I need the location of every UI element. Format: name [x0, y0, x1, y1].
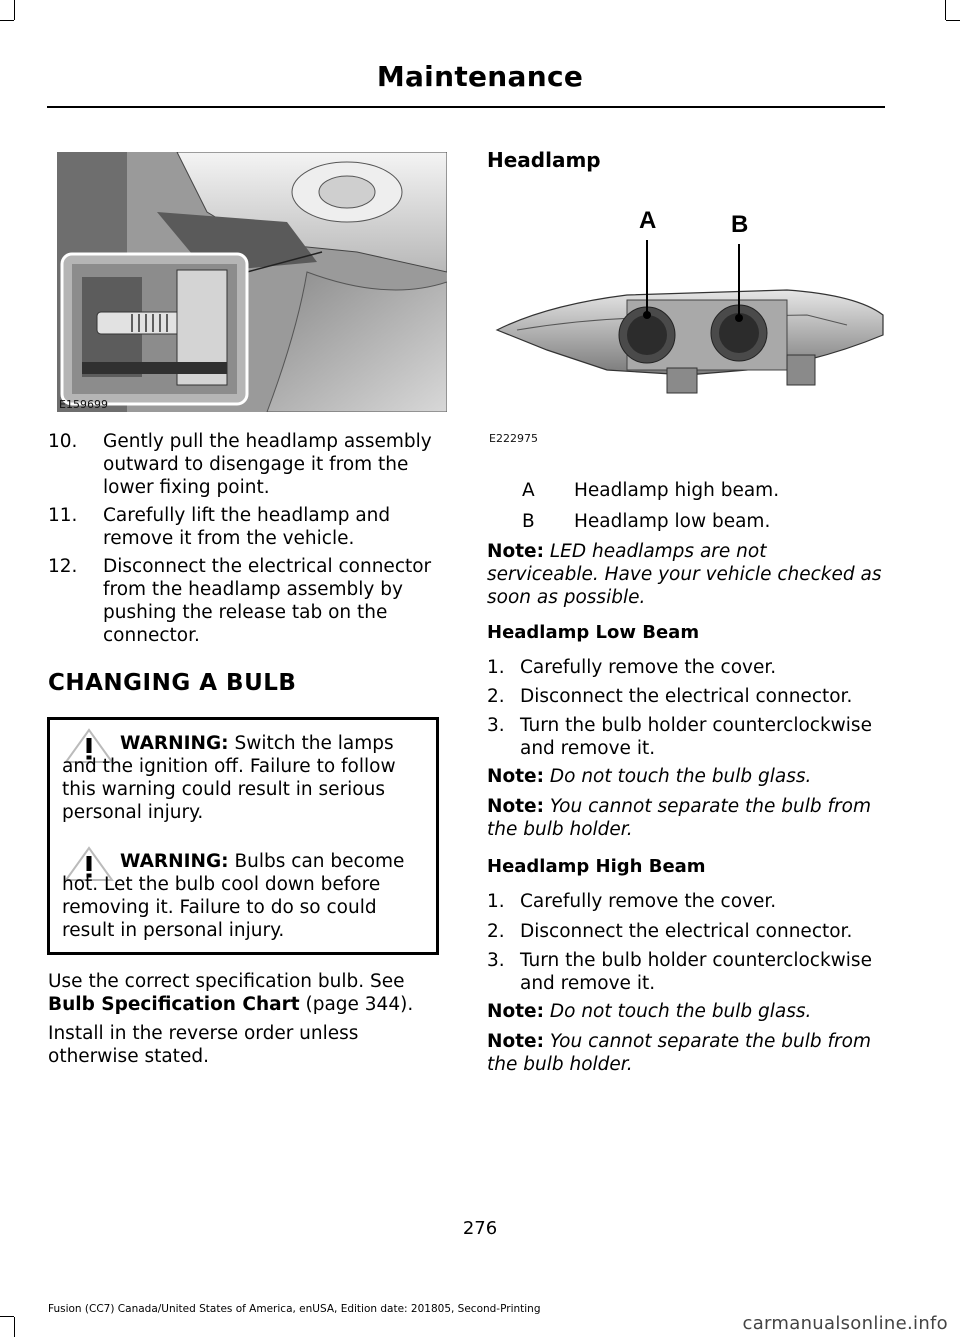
step-number: 10.: [48, 431, 78, 452]
warning-text: [62, 850, 430, 942]
low-note-1: [487, 765, 882, 788]
figure-code: E159699: [59, 398, 108, 411]
step-number: 12.: [48, 556, 78, 577]
note-text: LED headlamps are not serviceable. Have your vehicle checked as soon as possible.: [487, 541, 882, 608]
spec-link[interactable]: Bulb Specification Chart: [48, 994, 300, 1015]
headlamp-bulbs-figure: [487, 200, 885, 445]
note-label: Note:: [487, 796, 544, 817]
callout-b: B: [731, 211, 749, 238]
warning-text: [62, 732, 430, 824]
warning-label: WARNING:: [120, 851, 229, 872]
high-note-1: [487, 1000, 882, 1023]
legend-text: Headlamp high beam.: [574, 480, 780, 501]
headlamp-heading: Headlamp: [487, 148, 601, 172]
crop-mark: [0, 1316, 14, 1317]
high-step-1: [487, 890, 882, 914]
note-text: Do not touch the bulb glass.: [549, 766, 812, 787]
crop-mark: [0, 20, 14, 21]
note-label: Note:: [487, 1031, 544, 1052]
page-title: Maintenance: [376, 60, 584, 93]
figure-code: E222975: [489, 432, 538, 445]
low-step-3: [487, 714, 882, 762]
page-number: 276: [462, 1218, 498, 1239]
step-text: Disconnect the electrical connector.: [520, 921, 853, 942]
headlamp-removal-figure: [57, 152, 447, 412]
callout-a: A: [639, 207, 657, 234]
note-label: Note:: [487, 541, 544, 562]
legend-row-b: [522, 511, 882, 532]
step-number: 3.: [487, 715, 505, 736]
warning-box: [47, 717, 439, 955]
warning-label: WARNING:: [120, 733, 229, 754]
low-step-1: [487, 656, 882, 680]
headlamp-assembly-illustration: [487, 200, 885, 430]
step-number: 11.: [48, 505, 78, 526]
note-label: Note:: [487, 766, 544, 787]
step-10: [48, 430, 443, 500]
step-number: 1.: [487, 657, 505, 678]
low-note-2: [487, 795, 882, 841]
step-11: [48, 504, 443, 550]
crop-mark: [945, 0, 946, 20]
low-step-2: [487, 685, 882, 709]
watermark[interactable]: carmanualsonline.info: [742, 1313, 948, 1334]
step-text: Turn the bulb holder counterclockwise and remove it.: [520, 715, 872, 759]
step-text: Carefully remove the cover.: [520, 657, 777, 678]
high-step-3: [487, 949, 882, 997]
note-text: You cannot separate the bulb from the bulb holder.: [487, 1031, 871, 1075]
crop-mark: [14, 0, 15, 20]
note-text: Do not touch the bulb glass.: [549, 1001, 812, 1022]
step-text: Disconnect the electrical connector.: [520, 686, 853, 707]
crop-mark: [14, 1317, 15, 1337]
section-heading: CHANGING A BULB: [48, 670, 297, 696]
legend-row-a: [522, 480, 882, 501]
step-text: Turn the bulb holder counterclockwise and remove it.: [520, 950, 872, 994]
install-paragraph: Install in the reverse order unless otherwise stated.: [48, 1023, 359, 1067]
spec-suffix: (page 344).: [305, 994, 414, 1015]
step-text: Disconnect the electrical connector from the headlamp assembly by pushing the release tab on the connector.: [103, 556, 432, 646]
step-number: 3.: [487, 950, 505, 971]
legend-key: A: [522, 480, 535, 501]
step-number: 1.: [487, 891, 505, 912]
legend-text: Headlamp low beam.: [574, 511, 771, 532]
crop-mark: [946, 20, 960, 21]
note-text: You cannot separate the bulb from the bulb holder.: [487, 796, 871, 840]
spec-prefix: Use the correct specification bulb. See: [48, 971, 405, 992]
step-text: Carefully lift the headlamp and remove it from the vehicle.: [103, 505, 391, 549]
warning-body: Switch the lamps and the ignition off. Failure to follow this warning could result in serious personal injury.: [62, 733, 396, 823]
warning-body: Bulbs can become hot. Let the bulb cool down before removing it. Failure to do so could result in personal injury.: [62, 851, 405, 941]
step-text: Carefully remove the cover.: [520, 891, 777, 912]
step-12: [48, 555, 443, 647]
headlamp-removal-illustration: [57, 152, 447, 412]
high-note-2: [487, 1030, 882, 1076]
step-number: 2.: [487, 686, 505, 707]
spec-paragraph: [48, 970, 443, 1016]
high-beam-heading: Headlamp High Beam: [487, 856, 706, 877]
edition-info: Fusion (CC7) Canada/United States of America, enUSA, Edition date: 201805, Second-Printing: [48, 1303, 541, 1315]
step-number: 2.: [487, 921, 505, 942]
note-label: Note:: [487, 1001, 544, 1022]
note-led: [487, 540, 882, 609]
header-rule: [47, 106, 885, 108]
legend-key: B: [522, 511, 535, 532]
step-text: Gently pull the headlamp assembly outward to disengage it from the lower fixing point.: [103, 431, 432, 498]
low-beam-heading: Headlamp Low Beam: [487, 622, 700, 643]
high-step-2: [487, 920, 882, 944]
